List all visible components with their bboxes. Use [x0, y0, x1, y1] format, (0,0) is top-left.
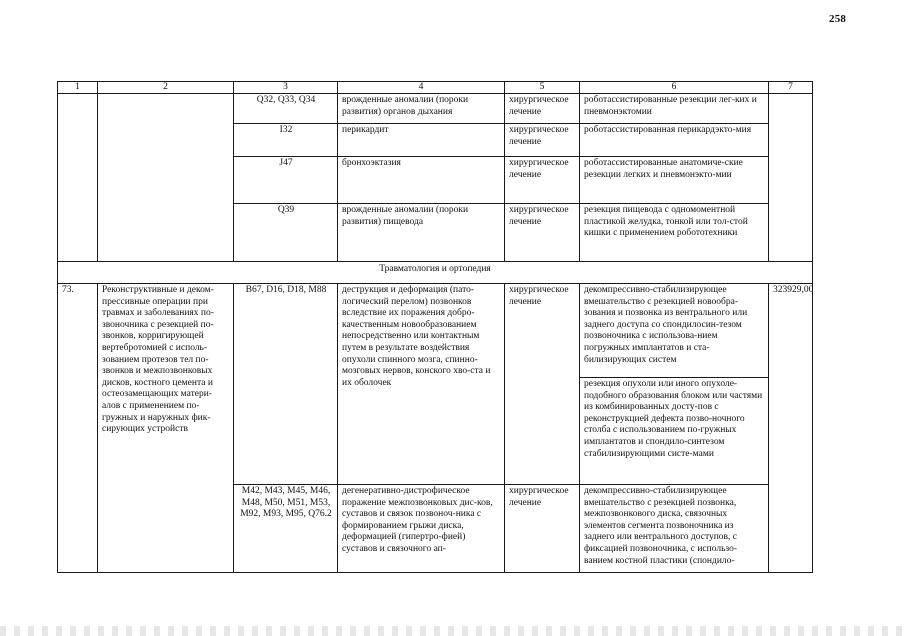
- treatment-type-cell: хирургическое лечение: [505, 124, 580, 157]
- column-number: 1: [58, 82, 98, 94]
- diagnosis-cell: бронхоэктазия: [338, 157, 505, 204]
- diagnosis-cell: дегенеративно-дистрофическое поражение межпозвонковых дис-ков, суставов и связок позвоноч-ника с формированием грыжи диска, деформацией (гипертро-фией) суставов и связочного ап-: [338, 485, 505, 573]
- icd-codes-cell: M42, M43, M45, M46, M48, M50, M51, M53, M92, M93, M95, Q76.2: [234, 485, 338, 573]
- diagnosis-cell: деструкция и деформация (пато-логический перелом) позвонков вследствие их поражения добро-качественным новообразованием непосредственно или контактным путем в результате воздействия опухоли спинного мозга, спинно-мозговых нервов, конского хво-ста и их оболочек: [338, 284, 505, 485]
- treatment-type-cell: хирургическое лечение: [505, 157, 580, 204]
- procedure-name-cell: Реконструктивные и деком-прессивные операции при травмах и заболеваниях по-звоночника с резекцией по-звонков, корригирующей вертебротомией с исполь-зованием протезов тел по-звонков и межпозвонковых дисков, костного цемента и остеозамещающих матери-алов с применением по-гружных и наружных фик-сирующих устройств: [98, 284, 234, 573]
- diagnosis-cell: перикардит: [338, 124, 505, 157]
- method-cell: роботассистированные анатомиче-ские резекции легких и пневмонэкто-мии: [580, 157, 769, 204]
- column-number: 2: [98, 82, 234, 94]
- method-cell: резекция пищевода с одномоментной пластикой желудка, тонкой или тол-стой кишки с применением робототехники: [580, 204, 769, 262]
- scan-edge-artifact: [0, 626, 905, 636]
- diagnosis-cell: врожденные аномалии (пороки развития) пищевода: [338, 204, 505, 262]
- row-number-cell: 73.: [58, 284, 98, 573]
- section-title: Травматология и ортопедия: [58, 262, 813, 284]
- treatment-type-cell: хирургическое лечение: [505, 204, 580, 262]
- icd-codes-cell: I32: [234, 124, 338, 157]
- method-cell: роботассистированная перикардэкто-мия: [580, 124, 769, 157]
- table-row: [58, 284, 813, 378]
- section-row: [58, 262, 813, 284]
- column-number: 6: [580, 82, 769, 94]
- procedure-name-cell: [98, 94, 234, 262]
- method-cell: роботассистированные резекции лег-ких и пневмонэктомии: [580, 94, 769, 124]
- treatment-type-cell: хирургическое лечение: [505, 284, 580, 485]
- method-cell: резекция опухоли или иного опухоле-подобного образования блоком или частями из комбинированных досту-пов с реконструкцией дефекта позво-ночного столба с использованием по-гружных имплантатов и спондило-синтезом стабилизирующими систе-мами: [580, 378, 769, 485]
- method-cell: декомпрессивно-стабилизирующее вмешательство с резекцией позвонка, межпозвонкового диска, связочных элементов сегмента позвоночника из заднего или вентрального доступов, с фиксацией позвоночника, с использо-ванием костной пластики (спондило-: [580, 485, 769, 573]
- diagnosis-cell: врожденные аномалии (пороки развития) органов дыхания: [338, 94, 505, 124]
- method-cell: декомпрессивно-стабилизирующее вмешательство с резекцией новообра-зования и позвонка из вентрального или заднего доступа со спондилосин-тезом позвоночника с использова-нием погружных имплантатов и ста-билизирующих систем: [580, 284, 769, 378]
- column-number-row: [58, 82, 813, 94]
- column-number: 7: [769, 82, 813, 94]
- column-number: 5: [505, 82, 580, 94]
- row-number-cell: [58, 94, 98, 262]
- icd-codes-cell: J47: [234, 157, 338, 204]
- price-cell: [769, 94, 813, 262]
- icd-codes-cell: Q32, Q33, Q34: [234, 94, 338, 124]
- column-number: 3: [234, 82, 338, 94]
- procedures-table: [57, 81, 813, 573]
- icd-codes-cell: B67, D16, D18, M88: [234, 284, 338, 485]
- treatment-type-cell: хирургическое лечение: [505, 485, 580, 573]
- column-number: 4: [338, 82, 505, 94]
- icd-codes-cell: Q39: [234, 204, 338, 262]
- price-cell: 323929,00: [769, 284, 813, 573]
- table-row: [58, 94, 813, 124]
- page-number: 258: [829, 13, 847, 25]
- treatment-type-cell: хирургическое лечение: [505, 94, 580, 124]
